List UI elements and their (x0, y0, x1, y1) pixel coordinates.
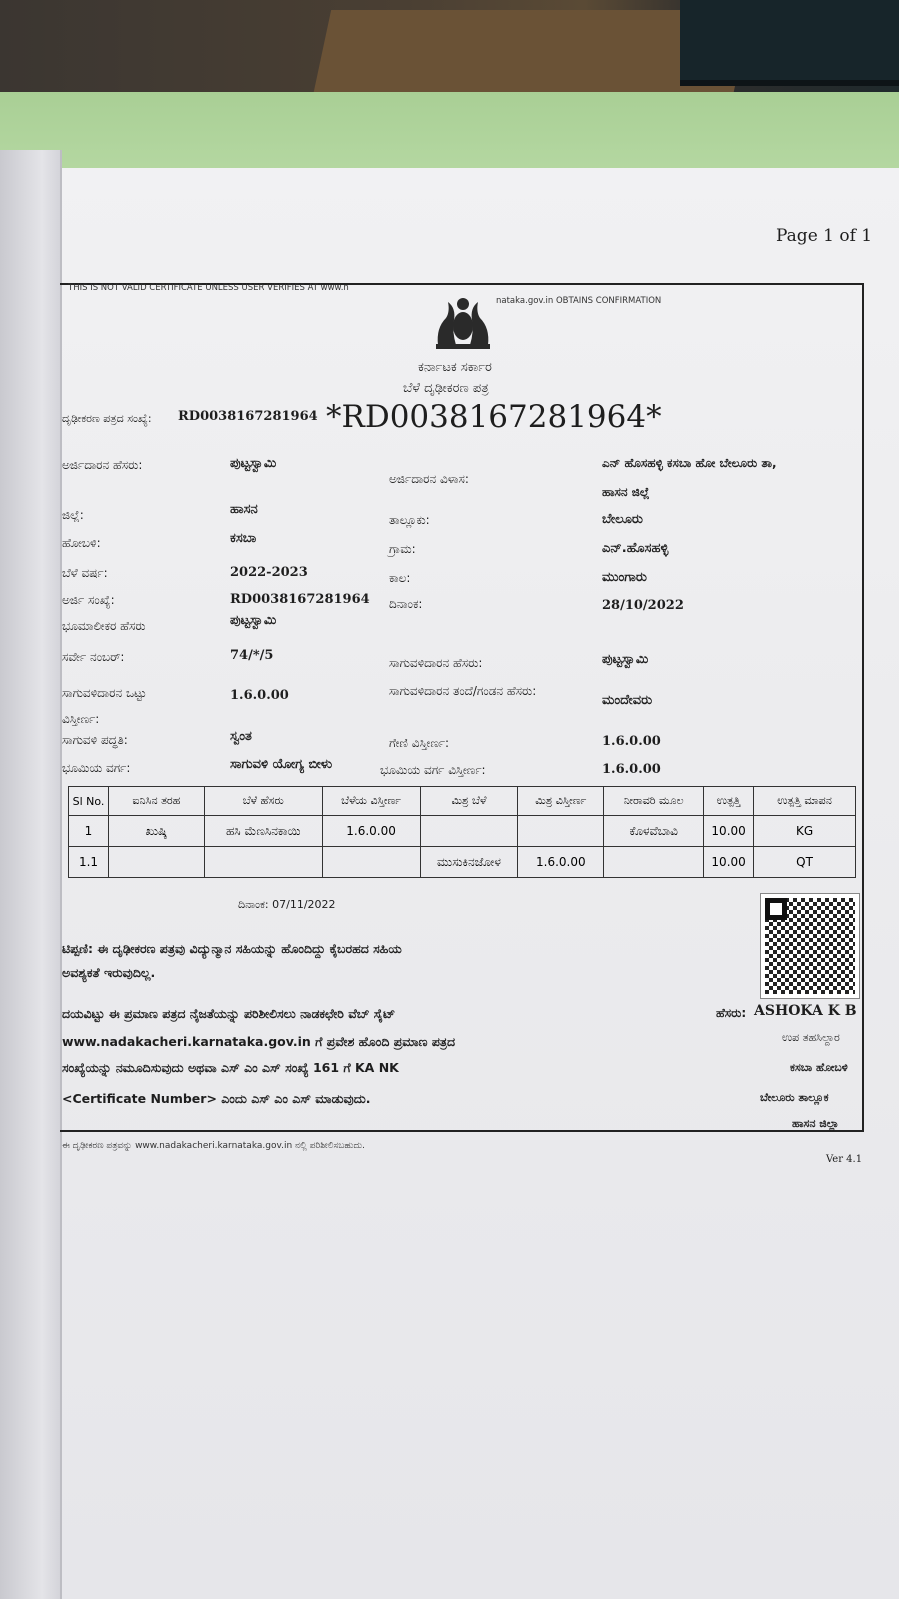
table-row (69, 816, 856, 847)
value-applicant-address: ಎನ್ ಹೊಸಹಳ್ಳಿ ಕಸಬಾ ಹೋ ಬೇಲೂರು ತಾ, (602, 456, 777, 470)
signatory-taluk: ಬೇಲೂರು ತಾಲ್ಲೂಕ (760, 1091, 829, 1104)
label-cultivation-method: ಸಾಗುವಳಿ ಪದ್ಧತಿ: (62, 733, 128, 747)
value-tenancy-area: 1.6.0.00 (602, 734, 661, 749)
note-verify-line2: www.nadakacheri.karnataka.gov.in ಗೆ ಪ್ರವೇಶ ಹೊಂದಿ ಪ್ರಮಾಣ ಪತ್ರದ (62, 1034, 456, 1049)
left-page-edge (0, 150, 62, 1599)
table-cell: 10.00 (704, 816, 754, 847)
barcode-text: *RD0038167281964* (326, 399, 662, 435)
header-cell: ಐನಿಸಿನ ತರಹ (108, 787, 204, 816)
certificate-title: ಬೆಳೆ ದೃಢೀಕರಣ ಪತ್ರ (403, 381, 489, 396)
state-emblem-icon (428, 290, 498, 352)
value-crop-year: 2022-2023 (230, 565, 308, 580)
value-cultivator-father-name: ಮಂದೇವರು (602, 693, 653, 708)
label-village: ಗ್ರಾಮ: (389, 542, 416, 556)
signatory-designation: ಉಪ ತಹಸಿಲ್ದಾರ (782, 1031, 840, 1044)
value-application-no: RD0038167281964 (230, 592, 370, 607)
label-hobli: ಹೋಬಳಿ: (62, 536, 101, 550)
header-cell: ನೀರಾವರಿ ಮೂಲ (604, 787, 704, 816)
table-header-row (69, 787, 856, 816)
value-applicant-name: ಪುಟ್ಟಸ್ವಾಮಿ (230, 456, 277, 471)
table-cell (604, 847, 704, 878)
label-applicant-name: ಅರ್ಜಿದಾರನ ಹೆಸರು: (62, 458, 143, 472)
header-cell: ಉತ್ಪತ್ತಿ ಮಾಪನ (754, 787, 856, 816)
value-landowner-name: ಪುಟ್ಟಸ್ವಾಮಿ (230, 613, 277, 628)
table-cell: ಮುಸುಕಿನಜೋಳ (420, 847, 518, 878)
table-cell: 1.1 (69, 847, 109, 878)
cert-no-label: ದೃಢೀಕರಣ ಪತ್ರದ ಸಂಖ್ಯೆ: (62, 412, 152, 425)
crop-table (68, 786, 856, 878)
table-cell (108, 847, 204, 878)
value-cultivation-method: ಸ್ವಂತ (230, 729, 252, 744)
header-cell: ಬೆಳೆ ಹೆಸರು (204, 787, 322, 816)
label-date: ದಿನಾಂಕ: (389, 597, 423, 611)
label-cultivator-name: ಸಾಗುವಳಿದಾರನ ಹೆಸರು: (389, 656, 483, 670)
table-cell: ಕೊಳವೆಬಾವಿ (604, 816, 704, 847)
value-land-category: ಸಾಗುವಳಿ ಯೋಗ್ಯ ಬೀಳು (230, 757, 333, 772)
version-text: Ver 4.1 (826, 1154, 863, 1165)
table-cell: 1 (69, 816, 109, 847)
label-application-no: ಅರ್ಜಿ ಸಂಖ್ಯೆ: (62, 593, 115, 607)
table-cell: 1.6.0.00 (322, 816, 420, 847)
table-cell (204, 847, 322, 878)
value-hobli: ಕಸಬಾ (230, 531, 257, 546)
label-district: ಜಿಲ್ಲೆ: (62, 508, 84, 522)
header-cell: ಬೆಳೆಯ ವಿಸ್ತೀರ್ಣ (322, 787, 420, 816)
label-land-category: ಭೂಮಿಯ ವರ್ಗ: (62, 761, 131, 775)
notice-right: nataka.gov.in OBTAINS CONFIRMATION (496, 296, 662, 306)
table-cell (518, 816, 604, 847)
label-survey-number: ಸರ್ವೇ ನಂಬರ್: (62, 650, 125, 664)
label-applicant-address: ಅರ್ಜಿದಾರನ ವಿಳಾಸ: (389, 472, 469, 486)
label-cultivator-total-area: ಸಾಗುವಳಿದಾರನ ಒಟ್ಟು ವಿಸ್ತೀರ್ಣ: (62, 686, 147, 726)
header-cell: ಉತ್ಪತ್ತಿ (704, 787, 754, 816)
value-village: ಎನ್.ಹೊಸಹಳ್ಳಿ (602, 541, 669, 556)
govt-name: ಕರ್ನಾಟಕ ಸರ್ಕಾರ (418, 360, 492, 375)
signatory-district: ಹಾಸನ ಜಿಲ್ಲಾ (792, 1117, 840, 1130)
table-cell (322, 847, 420, 878)
value-cultivator-name: ಪುಟ್ಟಸ್ವಾಮಿ (602, 652, 649, 667)
value-season: ಮುಂಗಾರು (602, 570, 647, 585)
header-cell: ಮಿಶ್ರ ವಿಸ್ತೀರ್ಣ (518, 787, 604, 816)
issue-date: ದಿನಾಂಕ: 07/11/2022 (238, 898, 336, 911)
label-taluk: ತಾಲ್ಲೂಕು: (389, 513, 430, 527)
label-landowner-name: ಭೂಮಾಲೀಕರ ಹೆಸರು (62, 619, 146, 633)
label-season: ಕಾಲ: (389, 571, 411, 585)
background-monitor (680, 0, 899, 86)
value-district: ಹಾಸನ (230, 502, 258, 517)
table-cell: KG (754, 816, 856, 847)
header-cell: Sl No. (69, 787, 109, 816)
value-land-category-area: 1.6.0.00 (602, 762, 661, 777)
value-date: 28/10/2022 (602, 598, 684, 613)
value-applicant-address-2: ಹಾಸನ ಜಿಲ್ಲೆ (602, 485, 650, 499)
table-row (69, 847, 856, 878)
value-cultivator-total-area: 1.6.0.00 (230, 688, 289, 703)
cert-no-value: RD0038167281964 (178, 409, 318, 424)
notice-left: THIS IS NOT VALID CERTIFICATE UNLESS USER VERIFIES AT www.n (68, 283, 349, 293)
value-taluk: ಬೇಲೂರು (602, 512, 643, 527)
value-survey-number: 74/*/5 (230, 648, 274, 663)
label-land-category-area: ಭೂಮಿಯ ವರ್ಗ ವಿಸ್ತೀರ್ಣ: (380, 763, 486, 777)
table-cell (420, 816, 518, 847)
note-verify-line1: ದಯವಿಟ್ಟು ಈ ಪ್ರಮಾಣ ಪತ್ರದ ನೈಜತೆಯನ್ನು ಪರಿಶೀಲಿಸಲು ನಾಡಕಛೇರಿ ವೆಬ್ ಸೈಟ್ (62, 1006, 396, 1021)
page-number: Page 1 of 1 (776, 226, 873, 246)
footer-verify-text: ಈ ದೃಢೀಕರಣ ಪತ್ರವನ್ನು www.nadakacheri.karnataka.gov.in ನಲ್ಲಿ ಪರಿಶೀಲಿಸಬಹುದು. (62, 1141, 365, 1151)
table-cell: QT (754, 847, 856, 878)
table-cell: ಹಸಿ ಮೆಣಸಿನಕಾಯಿ (204, 816, 322, 847)
label-tenancy-area: ಗೇಣಿ ವಿಸ್ತೀರ್ಣ: (389, 736, 450, 750)
qr-code-icon (760, 893, 860, 999)
label-crop-year: ಬೆಳೆ ವರ್ಷ: (62, 566, 108, 580)
signatory-name: ASHOKA K B (754, 1003, 857, 1019)
signatory-hobli: ಕಸಬಾ ಹೋಬಳಿ (790, 1061, 848, 1074)
table-cell: 1.6.0.00 (518, 847, 604, 878)
label-cultivator-father-name: ಸಾಗುವಳಿದಾರನ ತಂದೆ/ಗಂಡನ ಹೆಸರು: (389, 684, 537, 698)
note-verify-line4: <Certificate Number> ಎಂದು ಎಸ್ ಎಂ ಎಸ್ ಮಾಡುವುದು. (62, 1091, 371, 1106)
header-cell: ಮಿಶ್ರ ಬೆಳೆ (420, 787, 518, 816)
signatory-label: ಹೆಸರು: (716, 1006, 747, 1020)
table-cell: ಖುಷ್ಕಿ (108, 816, 204, 847)
note-signature-line1: ಟಿಪ್ಪಣಿ: ಈ ದೃಢೀಕರಣ ಪತ್ರವು ವಿದ್ಯುನ್ಮಾನ ಸಹಿಯನ್ನು ಹೊಂದಿದ್ದು ಕೈಬರಹದ ಸಹಿಯ (62, 941, 402, 956)
note-signature-line2: ಅವಶ್ಯಕತೆ ಇರುವುದಿಲ್ಲ. (62, 965, 156, 980)
table-cell: 10.00 (704, 847, 754, 878)
note-verify-line3: ಸಂಖ್ಯೆಯನ್ನು ನಮೂದಿಸುವುದು ಅಥವಾ ಎಸ್ ಎಂ ಎಸ್ ಸಂಖ್ಯೆ 161 ಗೆ KA NK (62, 1060, 399, 1075)
